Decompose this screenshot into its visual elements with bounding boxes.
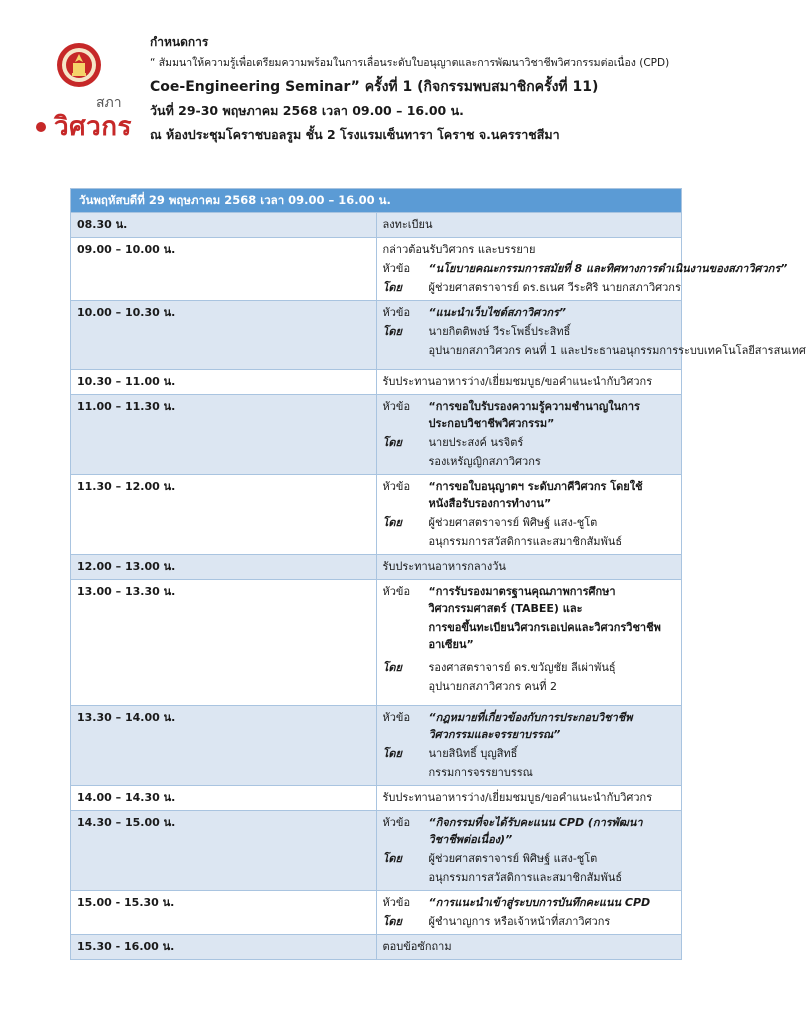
- row-time: 13.30 – 14.00 น.: [71, 706, 377, 786]
- table-row: [71, 213, 682, 238]
- logo-main-text: วิศวกร: [54, 112, 132, 142]
- session-topic: “การรับรองมาตรฐานคุณภาพการศึกษาวิศวกรรมศาสตร์ (TABEE) และ: [428, 585, 616, 615]
- row-time: 10.00 – 10.30 น.: [71, 301, 377, 370]
- table-row: [71, 301, 682, 370]
- row-time: 09.00 – 10.00 น.: [71, 238, 377, 301]
- session-topic: “การขอใบอนุญาตฯ ระดับภาคีวิศวกร โดยใช้หนังสือรับรองการทำงาน”: [428, 480, 643, 510]
- session-speaker: ผู้ช่วยศาสตราจารย์ พิศิษฐ์ แสง-ชูโต: [428, 852, 598, 865]
- table-row: [71, 935, 682, 960]
- header-text-block: [150, 34, 710, 143]
- session-topic: “นโยบายคณะกรรมการสมัยที่ 8 และทิศทางการดำเนินงานของสภาวิศวกร”: [428, 262, 788, 275]
- row-session: [376, 475, 682, 555]
- row-time: 11.30 – 12.00 น.: [71, 475, 377, 555]
- header-seminar-subtitle: Coe-Engineering Seminar” ครั้งที่ 1 (กิจกรรมพบสมาชิกครั้งที่ 11): [150, 79, 599, 95]
- row-time: 08.30 น.: [71, 213, 377, 238]
- by-label: โดย: [382, 325, 402, 338]
- topic-label: หัวข้อ: [382, 306, 411, 319]
- session-speaker: ผู้ช่วยศาสตราจารย์ ดร.ธเนศ วีระศิริ นายกสภาวิศวกร: [428, 281, 681, 294]
- table-row: [71, 891, 682, 935]
- speaker-role: อนุกรรมการสวัสดิการและสมาชิกสัมพันธ์: [428, 535, 623, 548]
- logo-dot: [36, 122, 46, 132]
- speaker-role: อุปนายกสภาวิศวกร คนที่ 1 และประธานอนุกรรมการระบบเทคโนโลยีสารสนเทศ: [428, 344, 806, 357]
- row-activity: ลงทะเบียน: [376, 213, 682, 238]
- row-session: [376, 811, 682, 891]
- topic-label: หัวข้อ: [382, 896, 411, 909]
- row-time: 15.30 - 16.00 น.: [71, 935, 377, 960]
- schedule-table: [70, 188, 806, 960]
- council-wordmark-logo: [36, 92, 146, 144]
- table-row: [71, 786, 682, 811]
- row-session: [376, 238, 788, 301]
- speaker-role: อุปนายกสภาวิศวกร คนที่ 2: [428, 680, 558, 693]
- row-time: 10.30 – 11.00 น.: [71, 370, 377, 395]
- session-speaker: รองศาสตราจารย์ ดร.ขวัญชัย ลีเผ่าพันธุ์: [428, 661, 616, 674]
- schedule-title-row: [71, 189, 682, 213]
- header-seminar-name: “ สัมมนาให้ความรู้เพื่อเตรียมความพร้อมในการเลื่อนระดับใบอนุญาตและการพัฒนาวิชาชีพวิศวกรรมต่อเนื่อง (CPD): [150, 57, 670, 69]
- speaker-role: รองเหรัญญิกสภาวิศวกร: [428, 455, 541, 468]
- session-topic-continued: การขอขึ้นทะเบียนวิศวกรเอเปคและวิศวกรวิชาชีพอาเซียน”: [428, 621, 661, 651]
- header-agenda-label: กำหนดการ: [150, 35, 209, 49]
- row-activity: ตอบข้อซักถาม: [376, 935, 682, 960]
- session-topic: “กิจกรรมที่จะได้รับคะแนน CPD (การพัฒนาวิชาชีพต่อเนื่อง)”: [428, 816, 643, 846]
- speaker-role: กรรมการจรรยาบรรณ: [428, 766, 533, 779]
- logo-top-text: สภา: [96, 95, 122, 111]
- row-session: [376, 891, 682, 935]
- table-row: [71, 475, 682, 555]
- session-topic: “กฎหมายที่เกี่ยวข้องกับการประกอบวิชาชีพวิศวกรรมและจรรยาบรรณ”: [428, 711, 633, 741]
- row-time: 13.00 – 13.30 น.: [71, 580, 377, 706]
- topic-label: หัวข้อ: [382, 711, 411, 724]
- topic-label: หัวข้อ: [382, 585, 411, 598]
- by-label: โดย: [382, 747, 402, 760]
- row-session: [376, 580, 682, 706]
- table-row: [71, 811, 682, 891]
- topic-label: หัวข้อ: [382, 400, 411, 413]
- by-label: โดย: [382, 436, 402, 449]
- row-session: [376, 301, 806, 370]
- by-label: โดย: [382, 661, 402, 674]
- row-time: 14.00 – 14.30 น.: [71, 786, 377, 811]
- row-session: [376, 706, 682, 786]
- row-activity: รับประทานอาหารว่าง/เยี่ยมชมบูธ/ขอคำแนะนำกับวิศวกร: [376, 786, 682, 811]
- row-activity: รับประทานอาหารว่าง/เยี่ยมชมบูธ/ขอคำแนะนำกับวิศวกร: [376, 370, 682, 395]
- table-row: [71, 370, 682, 395]
- topic-label: หัวข้อ: [382, 480, 411, 493]
- table-row: [71, 580, 682, 706]
- session-intro: กล่าวต้อนรับวิศวกร และบรรยาย: [382, 243, 536, 256]
- session-topic: “การแนะนำเข้าสู่ระบบการบันทึกคะแนน CPD: [428, 896, 651, 909]
- row-time: 12.00 – 13.00 น.: [71, 555, 377, 580]
- row-activity: รับประทานอาหารกลางวัน: [376, 555, 682, 580]
- session-speaker: นายประสงค์ นรจิตร์: [428, 436, 524, 449]
- row-time: 15.00 - 15.30 น.: [71, 891, 377, 935]
- row-time: 14.30 – 15.00 น.: [71, 811, 377, 891]
- session-speaker: นายกิตติพงษ์ วีระโพธิ์ประสิทธิ์: [428, 325, 571, 338]
- topic-label: หัวข้อ: [382, 816, 411, 829]
- session-speaker: นายสินิทธิ์ บุญสิทธิ์: [428, 747, 518, 760]
- by-label: โดย: [382, 852, 402, 865]
- table-row: [71, 555, 682, 580]
- row-time: 11.00 – 11.30 น.: [71, 395, 377, 475]
- council-seal-logo: [56, 42, 102, 88]
- document-header: [0, 0, 724, 180]
- table-row: [71, 395, 682, 475]
- table-row: [71, 238, 682, 301]
- speaker-role: อนุกรรมการสวัสดิการและสมาชิกสัมพันธ์: [428, 871, 623, 884]
- session-speaker: ผู้ช่วยศาสตราจารย์ พิศิษฐ์ แสง-ชูโต: [428, 516, 598, 529]
- session-topic: “การขอใบรับรองความรู้ความชำนาญในการประกอบวิชาชีพวิศวกรรม”: [428, 400, 640, 430]
- table-row: [71, 706, 682, 786]
- by-label: โดย: [382, 915, 402, 928]
- session-topic: “แนะนำเว็บไซต์สภาวิศวกร”: [428, 306, 566, 319]
- by-label: โดย: [382, 516, 402, 529]
- header-date-time: วันที่ 29-30 พฤษภาคม 2568 เวลา 09.00 – 16.00 น.: [150, 103, 464, 118]
- session-speaker: ผู้ชำนาญการ หรือเจ้าหน้าที่สภาวิศวกร: [428, 915, 611, 928]
- by-label: โดย: [382, 281, 402, 294]
- schedule-title: วันพฤหัสบดีที่ 29 พฤษภาคม 2568 เวลา 09.00 – 16.00 น.: [71, 189, 682, 213]
- header-venue: ณ ห้องประชุมโคราชบอลรูม ชั้น 2 โรงแรมเซ็นทารา โคราช จ.นครราชสีมา: [150, 127, 560, 142]
- topic-label: หัวข้อ: [382, 262, 411, 275]
- row-session: [376, 395, 682, 475]
